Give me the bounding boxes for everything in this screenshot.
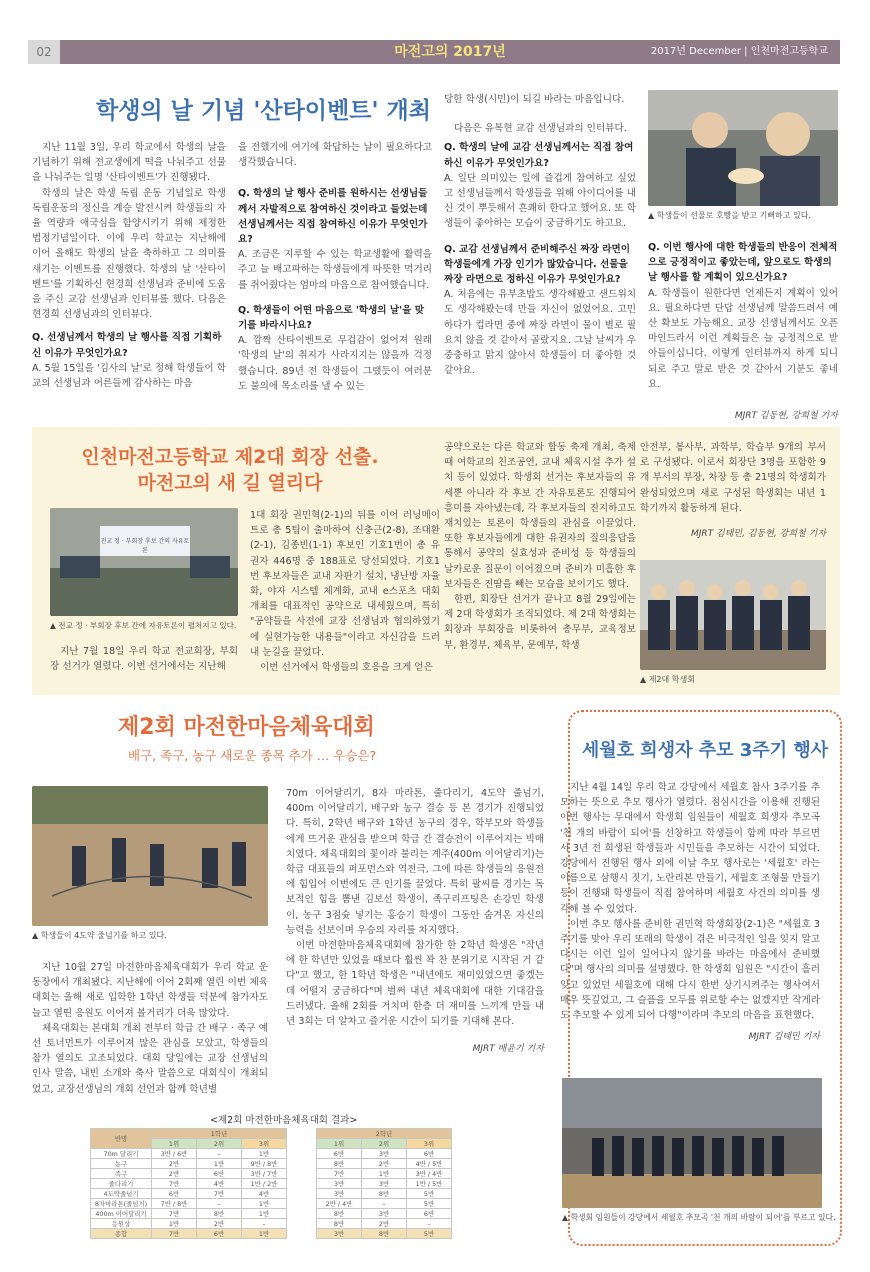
table-cell: 3반 — [362, 1179, 407, 1189]
table-event-cell: 족구 — [91, 1169, 152, 1179]
table-row — [91, 1159, 287, 1169]
header-banner — [60, 40, 840, 64]
table-place-header: 2위 — [362, 1139, 407, 1149]
table-cell: 6반 — [197, 1229, 242, 1239]
table-row — [91, 1199, 287, 1209]
table-row — [91, 1209, 287, 1219]
results-table-title: <제2회 마전한마음체육대회 결과> — [210, 1115, 358, 1126]
memorial-photo-art — [562, 1078, 822, 1208]
banner-title: 마전고의 2017년 — [394, 44, 506, 60]
table-cell: 7반 — [152, 1179, 197, 1189]
table-place-header: 2위 — [197, 1139, 242, 1149]
table-row — [317, 1199, 452, 1209]
table-cell: 7반 / 8반 — [152, 1199, 197, 1209]
memorial-photo — [562, 1078, 822, 1208]
article1-para: 지난 11월 3일, 우리 학교에서 학생의 날을 기념하기 위해 전교생에게 떡을 나눠주고 선물을 나눠주는 일명 '산타이벤트'가 진행됐다. — [32, 142, 226, 184]
santa-event-photo — [648, 90, 838, 206]
article4-headline: 세월호 희생자 추모 3주기 행사 — [581, 740, 829, 761]
article3-subhead: 배구, 족구, 농구 새로운 종목 추가 … 우승은? — [128, 748, 377, 763]
table-cell: 3반 — [362, 1149, 407, 1159]
interview-answer: A. 5월 15일을 '김사의 날'로 정해 학생들이 학교의 선생님과 어른들께 감사하는 마음 — [32, 362, 226, 390]
article1-credit: MJRT 김동현, 강희철 기자 — [734, 411, 838, 422]
student-council-photo-art — [640, 560, 826, 670]
article2-para: 한편, 회장단 선거가 끝나고 8월 29일에는 제 2대 학생회가 조직되었다. 제 2대 학생회는 회장과 부회장을 비롯하여 총무부, 교육정보부, 환경부, 체육부, 문예부, 학생 — [444, 594, 636, 651]
interview-question: Q. 학생의 날 행사 준비를 원하시는 선생님들께서 자발적으로 참여하신 것이라고 들었는데 선생님께서는 직접 참여하신 이유가 무엇인가요? — [238, 188, 428, 246]
table-corner: 반명 — [91, 1129, 152, 1149]
table-total-row — [91, 1229, 287, 1239]
sports-day-caption: ▲ 학생들이 4도약 줄넘기를 하고 있다. — [32, 931, 167, 940]
article3-col2 — [286, 786, 544, 1054]
table-cell: 4반 — [242, 1189, 287, 1199]
table-row — [317, 1179, 452, 1189]
table-cell: 1반 / 2반 — [242, 1179, 287, 1189]
table-cell: 8반 — [362, 1189, 407, 1199]
interview-answer: A. 깜짝 산타이벤트로 무겁감이 없어져 원래 '학생의 날'의 취지가 사라지지는 않을까 걱정했습니다. 89년 전 학생들이 그랬듯이 여러분도 불의에 목소리를 낼 수 있는 — [238, 335, 432, 392]
table-cell: 6반 — [407, 1149, 452, 1159]
table-cell: 2반 — [152, 1159, 197, 1169]
article1-para: 다음은 유복현 교감 선생님과의 인터뷰다. — [454, 123, 627, 135]
table-cell: 1반 — [152, 1219, 197, 1229]
student-council-photo — [640, 560, 826, 670]
table-event-cell: 4도약줄넘기 — [91, 1189, 152, 1199]
article1-para: 학생의 날은 학생 독립 운동 기념일로 학생 독립운동의 정신을 계승 발전시켜 학생들의 자율 역량과 애국심을 함양시키기 위해 제정한 법정기념일이다. 이에 우리 학교는 지난해에 이어 올해도 학생의 날을 축하하고 그 의미를 새기는 이벤트를 진행했다. 학생의 날 '산타이벤트'를 기획하신 현경희 선생님과 준비에 도움을 주신 교감 선생님과 인터뷰를 했다. 다음은 현경희 선생님과의 인터뷰다. — [32, 187, 226, 321]
interview-answer: A. 처음에는 유부초밥도 생각해봤고 샌드위치도 생각해봤는데 만들 자신이 없었어요. 고민하다가 컵라면 중에 짜장 라면이 물이 별로 필요치 않을 것 같아서 골랐지요. 그날 날씨가 우중충하고 맑지 않아서 학생들이 더 좋아한 것 같아요. — [444, 289, 636, 377]
article2-headline-line1: 인천마전고등학교 제2대 회장 선출. — [81, 446, 379, 468]
page-number: 02 — [28, 40, 60, 64]
table-row — [317, 1219, 452, 1229]
interview-question: Q. 교감 선생님께서 준비해주신 짜장 라면이 학생들에게 가장 인기가 많았습니다. 선물을 짜장 라면으로 정하신 이유가 무엇인가요? — [444, 243, 631, 286]
banner-issue-info: 2017년 December | 인천마전고등학교 — [650, 46, 828, 57]
article2-headline — [40, 444, 420, 496]
interview-answer: A. 조금은 지루할 수 있는 학교생활에 활력을 주고 늘 배고파하는 학생들에게 따뜻한 먹거리를 쥐어줬다는 엄마의 마음으로 참여했습니다. — [238, 249, 432, 291]
table-row — [91, 1189, 287, 1199]
table-grade-header: 1학년 — [152, 1129, 287, 1139]
table-place-header: 3위 — [407, 1139, 452, 1149]
article4-para: 이번 추모 행사를 준비한 권민혁 학생회장(2-1)은 "세월호 3주기를 맞아 우리 또래의 학생이 겪은 비극적인 일을 잊지 말고 다시는 이런 일이 일어나지 않기를 바라는 마음에서 준비했다"며 행사의 의미를 설명했다. 한 학생회 임원은 "시간이 흘러 잊고 있었던 세월호에 대해 다시 한번 상기시켜주는 행사여서 매우 뜻깊었고, 그 슬픔을 모두를 위로할 수는 없겠지만 작게라도 추모할 수 있게 되어 다행"이라며 추모의 마음을 표현했다. — [560, 918, 820, 1022]
article4-body — [560, 780, 820, 1042]
table-cell: 2반 — [197, 1219, 242, 1229]
interview-answer: A. 학생들이 원한다면 언제든지 계획이 있어요. 필요하다면 단답 선생님께 말씀드려서 예산 확보도 가능해요. 교장 선생님께서도 오픈마인드라서 이런 계획들은 늘 긍정적으로 받아들이십니다. 이렇게 인터뷰까지 하게 되니 되로 주고 말로 받은 것 같아서 기분도 좋네요. — [648, 287, 838, 390]
table-cell: 6반 — [197, 1169, 242, 1179]
sports-day-photo-art — [32, 786, 268, 926]
table-cell: 3반 — [362, 1209, 407, 1219]
table-event-cell: 70m 달리기 — [91, 1149, 152, 1159]
table-cell: 1반 — [197, 1159, 242, 1169]
table-place-header: 1위 — [317, 1139, 362, 1149]
santa-event-photo-art — [648, 90, 838, 206]
article2-credit: MJRT 김태민, 김동현, 강희철 기자 — [691, 529, 826, 540]
table-row — [91, 1219, 287, 1229]
article3-credit: MJRT 배윤기 기자 — [472, 1044, 544, 1055]
table-cell: 6반 — [317, 1149, 362, 1159]
table-cell: – — [197, 1149, 242, 1159]
article1-para: 을 전했기에 여기에 화답하는 날이 필요하다고 생각했습니다. — [238, 142, 432, 169]
table-cell: – — [407, 1219, 452, 1229]
table-row — [91, 1179, 287, 1189]
interview-question: Q. 이번 행사에 대한 학생들의 반응이 전체적으로 긍정적이고 좋았는데, 앞으로도 학생의 날 행사를 할 계획이 있으신가요? — [648, 242, 838, 284]
article3-headline: 제2회 마전한마음체육대회 — [118, 715, 375, 740]
article3-para: 이번 마전한마음체육대회에 참가한 한 2학년 학생은 "작년에 한 학년만 있었을 때보다 훨씬 꽉 찬 분위기로 시작된 거 같다"고 했고, 한 1학년 학생은 "내년에도 재미있었으면 좋겠는데 어떨지 궁금하다"며 벌써 내년 체육대회에 대한 기대감을 드러냈다. 올해 2회를 거치며 한층 더 재미를 느끼게 만들 내년 3회는 더 알차고 즐거운 시간이 되기를 기대해 본다. — [286, 940, 544, 1028]
table-cell: 8반 — [362, 1229, 407, 1239]
article2-col1: 지난 7월 18일 우리 학교 전교회장, 부회장 선거가 열렸다. 이번 선거에서는 지난해 — [50, 646, 238, 673]
table-cell: 6반 — [152, 1189, 197, 1199]
student-council-caption: ▲ 제2대 학생회 — [640, 675, 695, 684]
santa-photo-caption: ▲ 학생들이 선물로 호빵을 받고 기뻐하고 있다. — [648, 211, 812, 220]
table-event-cell: 8자마라톤(줄넘기) — [91, 1199, 152, 1209]
table-cell: 1반 — [362, 1169, 407, 1179]
article1-headline: 학생의 날 기념 '산타이벤트' 개최 — [96, 98, 431, 124]
table-cell: 8반 — [197, 1209, 242, 1219]
debate-photo-art — [50, 508, 238, 616]
table-cell: 1반 — [242, 1209, 287, 1219]
table-grade-header: 2학년 — [317, 1129, 452, 1139]
table-cell: 2반 — [152, 1169, 197, 1179]
table-cell: 3반 — [317, 1229, 362, 1239]
table-cell: 3반 — [317, 1179, 362, 1189]
table-total-row — [317, 1229, 452, 1239]
table-event-cell: 농구 — [91, 1159, 152, 1169]
table-row — [91, 1149, 287, 1159]
article2-para: 이번 선거에서 학생들의 호응을 크게 얻은 — [260, 662, 433, 674]
table-cell: 7반 — [152, 1209, 197, 1219]
table-total-label: 종합 — [91, 1229, 152, 1239]
article1-col3 — [444, 92, 636, 378]
table-cell: 5반 — [407, 1189, 452, 1199]
article3-para: 70m 이어달리기, 8자 마라톤, 줄다리기, 4도약 줄넘기, 400m 이어달리기, 배구와 농구 결승 등 본 경기가 진행되었다. 특히, 2학년 배구와 1학년 농구의 경우, 학부모와 학생들에게 뜨거운 관심을 받으며 학급 간 결승전이 이루어지는 빅매치였다. 체육대회의 꽃이라 불리는 계주(400m 이어달리기)는 학급 대표들의 퍼포먼스와 역전극, 그에 따른 학생들의 응원전에 힘입어 이번에도 큰 인기를 끌었다. 특히 팔씨름 경기는 독보적인 힘을 뽐낸 김보선 학생이, 족구리프팅은 손강민 학생이, 농구 3점슛 넣기는 홍승기 학생이 그동안 숨겨온 자신의 능력을 선보이며 우승의 자리를 차지했다. — [286, 788, 544, 936]
table-cell: – — [242, 1219, 287, 1229]
table-place-header: 1위 — [152, 1139, 197, 1149]
table-cell: 7반 — [317, 1169, 362, 1179]
table-cell: 8반 — [317, 1219, 362, 1229]
table-cell: 3반 / 4반 — [407, 1169, 452, 1179]
table-place-header: 3위 — [242, 1139, 287, 1149]
table-row — [317, 1159, 452, 1169]
article1-col2 — [238, 140, 432, 394]
table-cell: 9반 / 8반 — [242, 1159, 287, 1169]
table-cell: 4반 / 5반 — [407, 1159, 452, 1169]
table-cell: – — [197, 1199, 242, 1209]
table-event-cell: 줄다리기 — [91, 1179, 152, 1189]
interview-question: Q. 선생님께서 학생의 날 행사를 직접 기획하신 이유가 무엇인가요? — [32, 332, 222, 359]
table-cell: 6반 — [407, 1209, 452, 1219]
table-row — [317, 1149, 452, 1159]
table-row — [91, 1169, 287, 1179]
interview-answer: A. 일단 의미있는 일에 즐겁게 참여하고 싶었고 선생님들께서 학생들을 위해 아이디어를 내신 것이 뿌듯해서 흔쾌히 한다고 했어요. 또 학생들이 좋아하는 모습이 궁금하기도 하고요. — [444, 172, 636, 230]
article2-col4 — [640, 440, 826, 539]
table-cell: 2반 — [362, 1219, 407, 1229]
table-cell: 1반 — [242, 1199, 287, 1209]
sports-day-photo — [32, 786, 268, 926]
table-cell: 4반 — [197, 1179, 242, 1189]
table-cell: 2반 / 4반 — [317, 1199, 362, 1209]
table-cell: 3반 / 7반 — [242, 1169, 287, 1179]
debate-photo-caption: ▲ 전교 정 · 부회장 후보 간에 자유토론이 펼쳐지고 있다. — [50, 621, 237, 630]
article4-para: 지난 4월 14일 우리 학교 강당에서 세월호 참사 3주기를 추모하는 뜻으로 추모 행사가 열렸다. 점심시간을 이용해 진행된 이번 행사는 무대에서 학생회 임원들이 세월호 희생자 추모곡 '천 개의 바람이 되어'를 선창하고 학생들이 함께 따라 부르면서 3년 전 희생된 학생들과 시민들을 추모하는 시간이 되었다. 강당에서 진행된 행사 외에 이날 추모 행사로는 '세월호' 라는 이름으로 삼행시 짓기, 노란리본 만들기, 세월호 조형물 만들기 등이 진행돼 학생들이 직접 참여하며 세월호 사건의 의미를 생각해 볼 수 있었다. — [560, 782, 820, 915]
interview-question: Q. 학생들이 어떤 마음으로 '학생의 날'을 맞기를 바라시나요? — [238, 304, 424, 332]
article1-col4 — [648, 240, 838, 421]
article1-para: 당한 학생(시민)이 되길 바라는 마음입니다. — [444, 94, 625, 105]
interview-question: Q. 학생의 날에 교감 선생님께서는 직접 참여하신 이유가 무엇인가요? — [444, 142, 634, 169]
table-row — [317, 1209, 452, 1219]
article3-para: 지난 10월 27일 마전한마음체육대회가 우리 학교 운동장에서 개최됐다. 지난해에 이어 2회째 열린 이번 체육대회는 올해 새로 입학한 1학년 학생들 덕분에 참가자도 늘고 열띤 응원도 이어져 볼거리가 더욱 많았다. — [32, 962, 268, 1019]
table-cell: 7반 — [152, 1229, 197, 1239]
table-cell: 1반 / 5반 — [407, 1179, 452, 1189]
table-cell: 8반 — [317, 1159, 362, 1169]
results-table-grade2 — [316, 1128, 452, 1239]
article2-headline-line2: 마전고의 새 길 열리다 — [137, 472, 323, 494]
article2-para: 1대 회장 권민혁(2-1)의 뒤를 이어 러닝메이트로 총 5팀이 출마하여 신충근(2-8), 조대환(2-1), 김종빈(1-1) 후보인 기호1번이 총 유권자 446명 중 188표로 당선되었다. 기호1번 후보자들은 교내 자판기 설치, 냉난방 자율화, 야자 시스템 체계화, 교내 e스포츠 대회 개최를 대표적인 공약으로 내세웠으며, 특히 "공약들을 사전에 교장 선생님과 협의하였기에 실현가능한 내용들"이라고 자신감을 드러내 눈길을 끌었다. — [250, 510, 440, 658]
results-table-1 — [90, 1128, 287, 1239]
table-event-cell: 400m 이어달리기 — [91, 1209, 152, 1219]
article1-col1 — [32, 140, 226, 391]
article2-col3 — [444, 440, 636, 653]
table-cell: – — [362, 1199, 407, 1209]
table-cell: 7반 — [197, 1189, 242, 1199]
results-table-grade1 — [90, 1128, 287, 1239]
article3-para: 체육대회는 본대회 개최 전부터 학급 간 배구 · 족구 예선 토너먼트가 이루어져 많은 관심을 모았고, 학생들의 참가 열의도 고조되었다. 대회 당일에는 교장 선생님의 인사 말씀, 내빈 소개와 축사 말씀으로 대회식이 개최되었고, 교장선생님의 개회 선언과 함께 학년별 — [32, 1022, 268, 1095]
table-row — [317, 1169, 452, 1179]
table-cell: 3반 — [317, 1189, 362, 1199]
table-cell: 2반 — [362, 1159, 407, 1169]
table-cell: 8반 — [317, 1209, 362, 1219]
debate-banner-text: 전교 정 · 부회장 후보 간의 자유토론 — [100, 538, 190, 554]
article2-para: 공약으로는 다른 학교와 합동 축제 개최, 축제 때 여학교의 친조공연, 교내 체육시설 추가 설치 등이 있었다. 학생회 선거는 후보자들의 유세뿐 아니라 각 후보 간 자유토론도 진행되어 흥미를 자아냈는데, 각 후보자들의 진지하고도 재치있는 토론이 학생들의 관심을 이끌었다. 또한 후보자들에게 대한 유권자의 질의응답을 통해서 공약의 실효성과 준비성 등 학생들의 날카로운 질문이 이어졌으며 준비가 미흡한 후보자들은 진땀을 빼는 모습을 보이기도 했다. — [444, 442, 636, 590]
table-cell: 1반 — [242, 1149, 287, 1159]
article2-para: 안전부, 봉사부, 과학부, 학습부 9개의 부서로 구성됐다. 이로서 회장단 3명을 포함한 9개 부서의 부장, 차장 등 총 21명의 학생회가 완성되었으며 새로 구성된 학생회는 내년 1학기까지 활동하게 된다. — [640, 442, 826, 514]
table-cell: 5반 — [407, 1229, 452, 1239]
table-cell: 1반 — [242, 1229, 287, 1239]
article3-col1 — [32, 960, 268, 1097]
memorial-photo-caption: ▲ 학생회 임원들이 강당에서 세월호 추모곡 '천 개의 바람이 되어'를 부르고 있다. — [562, 1213, 836, 1222]
results-table-2 — [316, 1128, 452, 1239]
article2-col2 — [250, 508, 440, 675]
article4-credit: MJRT 김태민 기자 — [748, 1032, 820, 1043]
debate-photo — [50, 508, 238, 616]
table-row — [317, 1189, 452, 1199]
table-event-cell: 응원상 — [91, 1219, 152, 1229]
table-cell: 5반 — [407, 1199, 452, 1209]
table-cell: 3반 / 6반 — [152, 1149, 197, 1159]
